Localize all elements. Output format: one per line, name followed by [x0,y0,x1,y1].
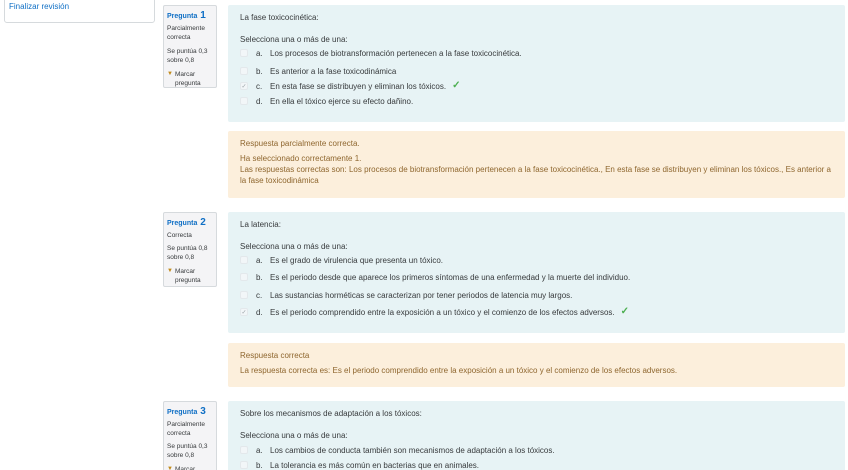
question-grade: Se puntúa 0,3 sobre 0,8 [167,48,208,64]
checkbox-tick-icon: ✓ [241,83,247,90]
answer-option[interactable]: ✓ d. Es el periodo comprendido entre la exposición a un tóxico y el comienzo de los efectos adversos. ✓ [241,306,630,317]
checkbox-tick-icon: ✓ [241,309,247,316]
answer-option[interactable]: d. En ella el tóxico ejerce su efecto dañino. [240,96,413,106]
question-number: Pregunta 3 [167,406,206,417]
checkbox[interactable] [240,49,248,57]
question-state: Parcialmente correcta [167,421,205,437]
feedback-1 [228,131,845,198]
checkbox[interactable] [240,67,248,75]
checkbox[interactable] [240,273,248,281]
flag-icon: ▼ [167,268,173,274]
feedback-heading: Respuesta parcialmente correcta. [240,139,360,148]
answer-prompt: Selecciona una o más de una: [240,431,348,440]
feedback-2 [228,343,845,387]
question-info-2 [163,212,217,287]
answer-option[interactable]: b. La tolerancia es más común en bacterias que en animales. [240,460,479,470]
answer-option[interactable]: a. Los procesos de biotransformación pertenecen a la fase toxicocinética. [240,48,522,58]
question-state: Parcialmente correcta [167,25,205,41]
checkbox[interactable] [240,461,248,469]
flag-question-button[interactable]: ▼ Marcar pregunta [167,268,201,284]
answer-prompt: Selecciona una o más de una: [240,35,348,44]
question-text: La latencia: [240,220,281,229]
answer-option[interactable]: b. Es el periodo desde que aparece los primeros síntomas de una enfermedad y la muerte del individuo. [240,272,630,282]
answer-option[interactable]: a. Los cambios de conducta también son mecanismos de adaptación a los tóxicos. [240,445,555,455]
checkbox[interactable] [240,308,248,316]
checkbox[interactable] [240,291,248,299]
answer-option[interactable]: b. Es anterior a la fase toxicodinámica [240,66,396,76]
checkbox[interactable] [240,256,248,264]
finish-review-link[interactable]: Finalizar revisión [9,2,70,11]
checkbox[interactable] [240,82,248,90]
question-info-1 [163,5,217,88]
flag-icon: ▼ [167,466,173,470]
correct-answers-text: La respuesta correcta es: Es el periodo comprendido entre la exposición a un tóxico y el comienzo de los efectos adversos. [240,366,678,375]
question-content-1 [228,5,845,122]
feedback-line: Ha seleccionado correctamente 1. [240,154,362,163]
question-text: La fase toxicocinética: [240,13,319,22]
flag-question-button[interactable]: ▼ Marcar [167,465,213,470]
flag-question-button[interactable]: ▼ Marcar pregunta [167,71,201,87]
question-text: Sobre los mecanismos de adaptación a los tóxicos: [240,409,422,418]
answer-option[interactable]: ✓ c. En esta fase se distribuyen y eliminan los tóxicos. ✓ [241,80,461,91]
navigation-block [4,0,155,23]
question-content-3 [228,401,845,470]
answer-option[interactable]: a. Es el grado de virulencia que presenta un tóxico. [240,255,443,265]
checkbox[interactable] [240,97,248,105]
question-content-2 [228,212,845,333]
question-info-3 [163,401,217,470]
checkbox[interactable] [240,446,248,454]
flag-icon: ▼ [167,71,173,77]
feedback-heading: Respuesta correcta [240,351,310,360]
question-grade: Se puntúa 0,8 sobre 0,8 [167,245,208,261]
question-state: Correcta [167,232,192,239]
question-number: Pregunta 1 [167,10,206,21]
answer-prompt: Selecciona una o más de una: [240,242,348,251]
question-grade: Se puntúa 0,3 sobre 0,8 [167,443,208,459]
check-icon: ✓ [620,306,630,317]
check-icon: ✓ [452,80,461,91]
correct-answers-text: Las respuestas correctas son: Los procesos de biotransformación pertenecen a la fase toxicocinética., En esta fase se distribuyen y eliminan los tóxicos., Es anterior a la fase toxicodinámica [240,165,831,185]
question-number: Pregunta 2 [167,217,206,228]
answer-option[interactable]: c. Las sustancias horméticas se caracterizan por tener periodos de latencia muy largos. [240,290,572,300]
